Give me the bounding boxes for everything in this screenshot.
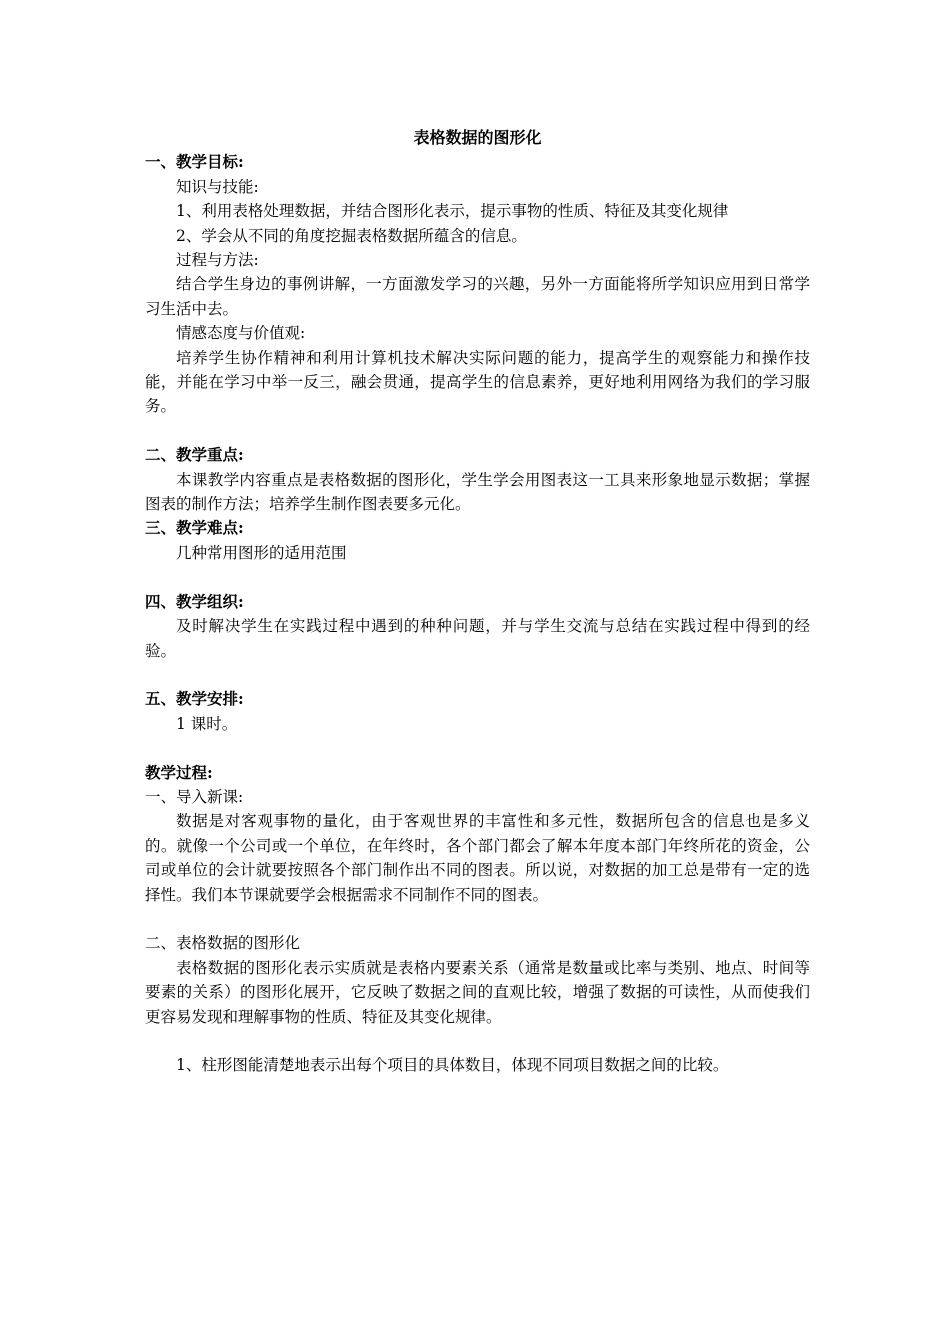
paragraph-bar-chart: 1、柱形图能清楚地表示出每个项目的具体数目，体现不同项目数据之间的比较。 [176, 1056, 729, 1075]
section-heading-schedule: 五、教学安排: [145, 689, 244, 709]
paragraph-key-points: 本课教学内容重点是表格数据的图形化，学生学会用图表这一工具来形象地显示数据；掌握图表的制作方法；培养学生制作图表要多元化。 [145, 470, 810, 514]
section-heading-organization: 四、教学组织: [145, 591, 244, 611]
subheading-table-graphics: 二、表格数据的图形化 [145, 934, 301, 953]
section-heading-teaching-process: 教学过程: [145, 762, 213, 782]
document-page [145, 126, 810, 1078]
section-heading-difficulties: 三、教学难点: [145, 518, 244, 538]
subheading-attitude: 情感态度与价值观: [176, 324, 306, 343]
subheading-process: 过程与方法: [176, 251, 259, 270]
paragraph-process: 结合学生身边的事例讲解，一方面激发学习的兴趣，另外一方面能将所学知识应用到日常学习生活中去。 [145, 275, 810, 318]
paragraph-table-graphics: 表格数据的图形化表示实质就是表格内要素关系（通常是数量或比率与类别、地点、时间等要素的关系）的图形化展开，它反映了数据之间的直观比较，增强了数据的可读性，从而使我们更容易发现和理解事物的性质、特征及其变化规律。 [145, 958, 810, 1026]
subheading-knowledge: 知识与技能: [176, 177, 259, 196]
section-heading-key-points: 二、教学重点: [145, 445, 244, 465]
objective-item-2: 2、学会从不同的角度挖掘表格数据所蕴含的信息。 [176, 226, 527, 245]
paragraph-organization: 及时解决学生在实践过程中遇到的种种问题，并与学生交流与总结在实践过程中得到的经验。 [145, 617, 810, 660]
paragraph-attitude: 培养学生协作精神和利用计算机技术解决实际问题的能力，提高学生的观察能力和操作技能，并能在学习中举一反三，融会贯通，提高学生的信息素养，更好地利用网络为我们的学习服务。 [145, 348, 810, 416]
paragraph-schedule: 1 课时。 [176, 714, 238, 733]
subheading-introduction: 一、导入新课: [145, 787, 244, 806]
paragraph-introduction: 数据是对客观事物的量化，由于客观世界的丰富性和多元性，数据所包含的信息也是多义的。就像一个公司或一个单位，在年终时，各个部门都会了解本年度本部门年终所花的资金，公司或单位的会计就要按照各个部门制作出不同的图表。所以说，对数据的加工总是带有一定的选择性。我们本节课就要学会根据需求不同制作不同的图表。 [145, 812, 810, 904]
objective-item-1: 1、利用表格处理数据，并结合图形化表示，提示事物的性质、特征及其变化规律 [176, 202, 729, 221]
document-title: 表格数据的图形化 [413, 128, 542, 147]
paragraph-difficulties: 几种常用图形的适用范围 [176, 543, 347, 562]
section-heading-objectives: 一、教学目标: [145, 152, 244, 172]
